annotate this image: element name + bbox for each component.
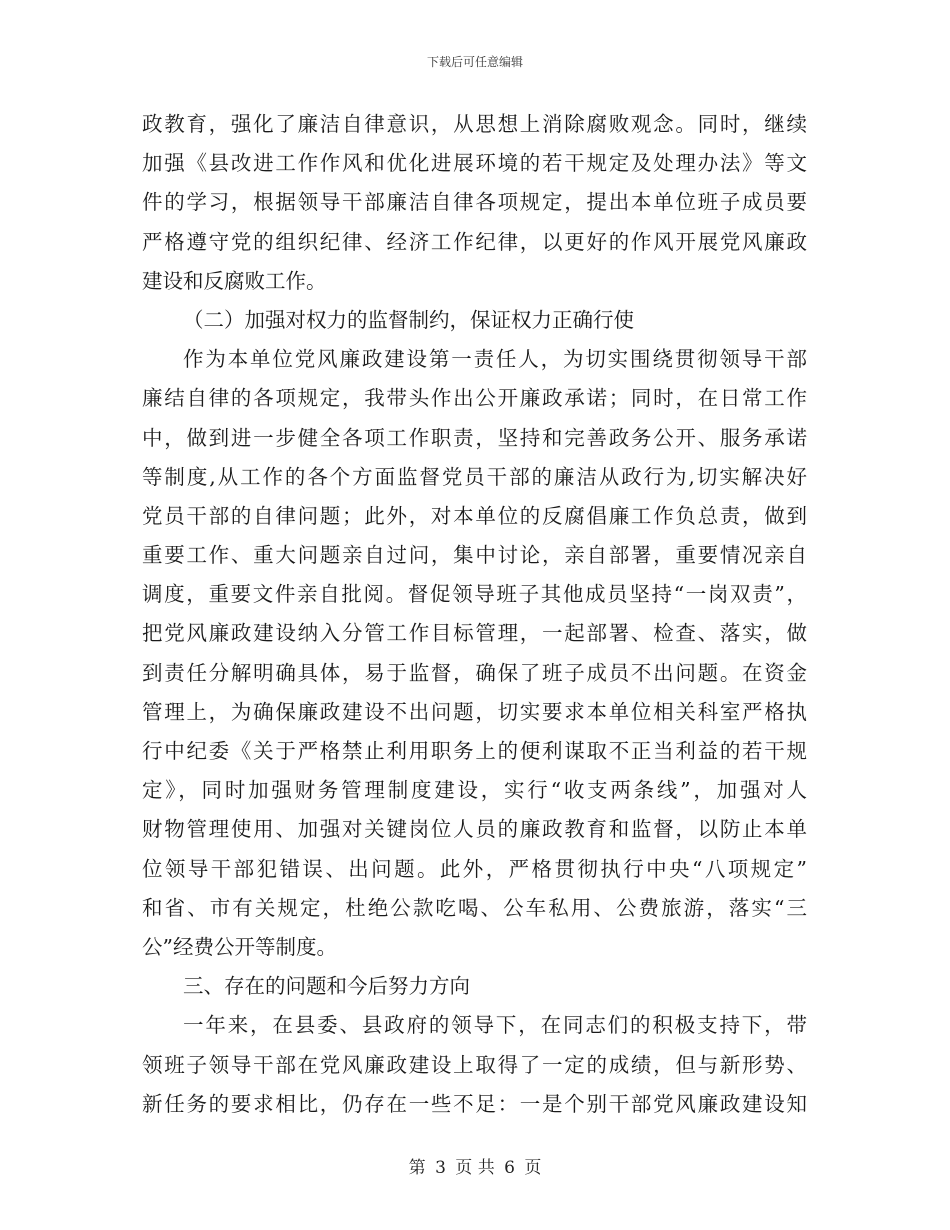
body-text-line: 把党风廉政建设纳入分管工作目标管理，一起部署、检查、落实，做	[142, 621, 807, 646]
footer-prefix: 第	[408, 1158, 426, 1178]
body-text-line: 定》，同时加强财务管理制度建设，实行“收支两条线”，加强对人	[142, 778, 807, 803]
body-text-line: 重要工作、重大问题亲自过问，集中讨论，亲自部署，重要情况亲自	[142, 543, 807, 568]
current-page-number: 3	[435, 1158, 446, 1178]
body-text-line: 党员干部的自律问题；此外，对本单位的反腐倡廉工作负总责，做到	[142, 503, 807, 528]
body-text-line: 财物管理使用、加强对关键岗位人员的廉政教育和监督，以防止本单	[142, 817, 807, 842]
body-text-line: 廉结自律的各项规定，我带头作出公开廉政承诺；同时，在日常工作	[142, 386, 807, 411]
body-text-line: 建设和反腐败工作。	[142, 268, 327, 293]
body-text-line: 公”经费公开等制度。	[142, 934, 337, 959]
body-text-line: 加强《县改进工作作风和优化进展环境的若干规定及处理办法》等文	[142, 151, 807, 176]
body-text-line: 严格遵守党的组织纪律、经济工作纪律，以更好的作风开展党风廉政	[142, 229, 807, 254]
body-text-line: 领班子领导干部在党风廉政建设上取得了一定的成绩，但与新形势、	[142, 1052, 807, 1077]
footer-suffix: 页	[524, 1158, 542, 1178]
body-text-line: 中，做到进一步健全各项工作职责，坚持和完善政务公开、服务承诺	[142, 425, 807, 450]
body-text-line: 位领导干部犯错误、出问题。此外，严格贯彻执行中央“八项规定”	[142, 856, 807, 881]
document-body	[142, 105, 807, 1124]
body-text-line: 新任务的要求相比，仍存在一些不足：一是个别干部党风廉政建设知	[142, 1091, 807, 1116]
body-text-line: 到责任分解明确具体，易于监督，确保了班子成员不出问题。在资金	[142, 660, 807, 685]
body-text-line: 调度，重要文件亲自批阅。督促领导班子其他成员坚持“一岗双责”，	[142, 582, 807, 607]
body-text-line: （二）加强对权力的监督制约，保证权力正确行使	[183, 307, 634, 332]
body-text-line: 管理上，为确保廉政建设不出问题，切实要求本单位相关科室严格执	[142, 699, 807, 724]
total-page-number: 6	[504, 1158, 515, 1178]
page-header-note: 下载后可任意编辑	[426, 55, 523, 69]
body-text-line: 作为本单位党风廉政建设第一责任人，为切实围绕贯彻领导干部	[183, 347, 807, 372]
body-text-line: 件的学习，根据领导干部廉洁自律各项规定，提出本单位班子成员要	[142, 190, 807, 215]
body-text-line: 一年来，在县委、县政府的领导下，在同志们的积极支持下，带	[183, 1013, 807, 1038]
body-text-line: 和省、市有关规定，杜绝公款吃喝、公车私用、公费旅游，落实“三	[142, 895, 807, 920]
body-text-line: 三、存在的问题和今后努力方向	[183, 974, 470, 999]
page-number-footer	[0, 1153, 950, 1178]
body-text-line: 政教育，强化了廉洁自律意识，从思想上消除腐败观念。同时，继续	[142, 112, 807, 136]
body-text-line: 等制度,从工作的各个方面监督党员干部的廉洁从政行为,切实解决好	[142, 464, 807, 489]
body-text-line: 行中纪委《关于严格禁止利用职务上的便利谋取不正当利益的若干规	[142, 739, 807, 763]
footer-mid: 页 共	[455, 1158, 495, 1178]
